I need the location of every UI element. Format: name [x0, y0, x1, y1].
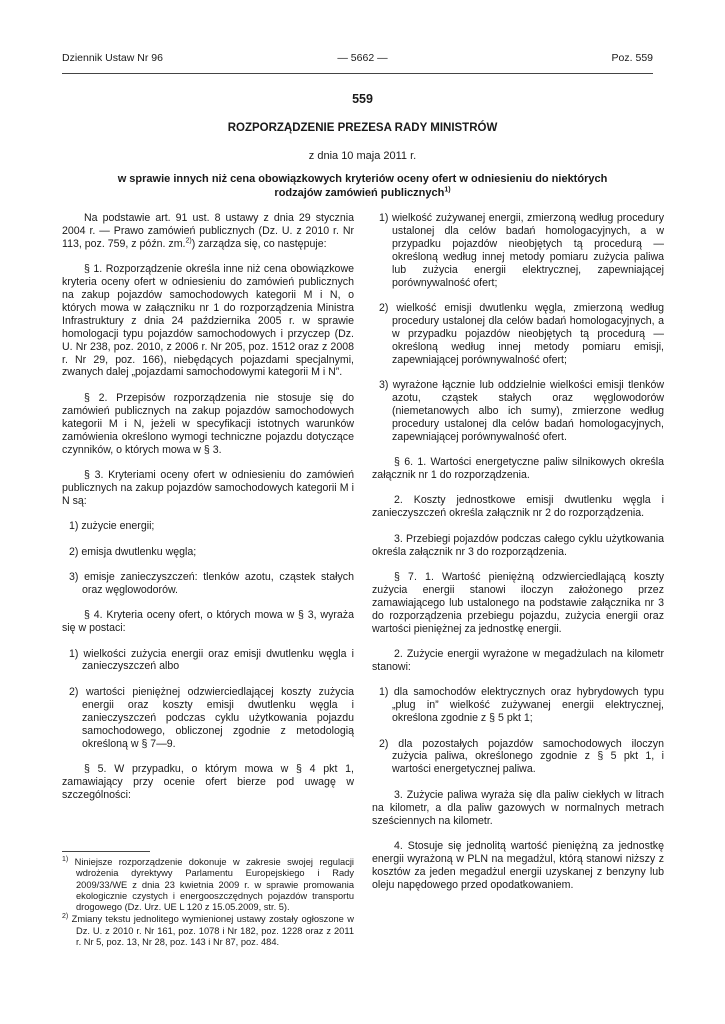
section-7-2-item-2: 2) dla pozostałych pojazdów samochodowych iloczyn zużycia paliwa, określonego zgodnie z § 5 pkt 1, i wartości energetycznej paliwa. [379, 737, 664, 776]
footnotes [62, 857, 354, 949]
document-number: 559 [352, 92, 373, 106]
section-6-2: 2. Koszty jednostkowe emisji dwutlenku węgla i zanieczyszczeń określa załącznik nr 2 do rozporządzenia. [372, 494, 664, 520]
footnote-1 [62, 857, 354, 913]
footnote-ref-1: 1) [444, 186, 451, 194]
document-title: ROZPORZĄDZENIE PREZESA RADY MINISTRÓW [227, 122, 498, 134]
header-page-number: — 5662 — [337, 52, 388, 64]
left-column [62, 212, 354, 814]
section-6-1: § 6. 1. Wartości energetyczne paliw silnikowych określa załącznik nr 1 do rozporządzenia. [372, 456, 664, 481]
document-subject [95, 172, 630, 200]
section-3: § 3. Kryteriami oceny ofert w odniesieniu do zamówień publicznych na zakup pojazdów samochodowych kategorii M i N są: [62, 468, 354, 507]
section-1: § 1. Rozporządzenie określa inne niż cena obowiązkowe kryteria oceny ofert w odniesieniu do zamówień publicznych na zakup pojazdów samochodowych kategorii M i N, o których mowa w załączniku nr 1 do rozporządzenia Ministra Infrastruktury z dnia 24 października 2005 r. w sprawie homologacji typu pojazdów samochodowych i przyczep (Dz. U. Nr 238, poz. 2010, z 2006 r. Nr 205, poz. 1512 oraz z 2008 r. Nr 29, poz. 166), niebędących pojazdami specjalnymi, zwanych dalej „pojazdami samochodowymi kategorii M i N”. [62, 263, 354, 379]
footnote-1-mark: 1) [62, 855, 69, 863]
footnote-2-text: Zmiany tekstu jednolitego wymienionej ustawy zostały ogłoszone w Dz. U. z 2010 r. Nr 161, poz. 1078 i Nr 182, poz. 1228 oraz z 2011 r. Nr 5, poz. 13, Nr 28, poz. 143 i Nr 87, poz. 484. [71, 914, 354, 948]
section-7-2: 2. Zużycie energii wyrażone w megadżulach na kilometr stanowi: [372, 647, 664, 673]
intro-text-a: Na podstawie art. 91 ust. 8 ustawy z dnia 29 stycznia 2004 r. — Prawo zamówień publicznych (Dz. U. z 2010 r. Nr 113, poz. 759, z późn. zm. [62, 212, 354, 250]
footnote-2-mark: 2) [62, 913, 69, 921]
footnote-rule [62, 851, 150, 852]
header-rule [62, 73, 653, 74]
header-position: Poz. 559 [611, 52, 653, 64]
section-6-3: 3. Przebiegi pojazdów podczas całego cyklu użytkowania określa załącznik nr 3 do rozporządzenia. [372, 532, 664, 558]
section-7-2-item-1: 1) dla samochodów elektrycznych oraz hybrydowych typu „plug in” wielkość zużywanej energii elektrycznej, określona zgodnie z § 5 pkt 1; [379, 686, 664, 725]
section-4-item-1: 1) wielkości zużycia energii oraz emisji dwutlenku węgla i zanieczyszczeń albo [69, 647, 354, 673]
footnote-2 [62, 914, 354, 948]
header-journal: Dziennik Ustaw Nr 96 [62, 52, 163, 64]
section-5-item-1: 1) wielkość zużywanej energii, zmierzoną według procedury ustalonej dla celów badań homologacyjnych, a w przypadku pojazdów nieobjętych tą procedurą — określoną według innej metody pomiaru zużycia paliwa lub zużycia energii elektrycznej, zapewniającej porównywalność ofert; [379, 212, 664, 289]
intro-text-b: ) zarządza się, co następuje: [191, 237, 327, 250]
section-5: § 5. W przypadku, o którym mowa w § 4 pkt 1, zamawiający przy ocenie ofert bierze pod uwagę w szczególności: [62, 762, 354, 801]
section-3-item-2: 2) emisja dwutlenku węgla; [69, 545, 197, 558]
section-7-3: 3. Zużycie paliwa wyraża się dla paliw ciekłych w litrach na kilometr, a dla paliw gazowych w normalnych metrach sześciennych na kilometr. [372, 788, 664, 827]
section-7-1: § 7. 1. Wartość pieniężną odzwierciedlającą koszty zużycia energii stanowi iloczyn założonego przez zamawiającego lub ustalonego na podstawie załącznika nr 3 do rozporządzenia przebiegu pojazdu, zużycia energii oraz wartości pieniężnej za jednostkę energii. [372, 570, 664, 635]
footnote-1-text: Niniejsze rozporządzenie dokonuje w zakresie swojej regulacji wdrożenia dyrektywy Parlamentu Europejskiego i Rady 2009/33/WE z dnia 23 kwietnia 2009 r. w sprawie promowania ekologicznie czystych i energooszczędnych pojazdów transportu drogowego (Dz. Urz. UE L 120 z 15.05.2009, str. 5). [74, 857, 354, 913]
subject-text: w sprawie innych niż cena obowiązkowych kryteriów oceny ofert w odniesieniu do niektórych rodzajów zamówień publicznych [117, 173, 608, 199]
section-4-item-2: 2) wartości pieniężnej odzwierciedlającej koszty zużycia energii oraz koszty emisji dwutlenku węgla i zanieczyszczeń podczas cyklu użytkowania pojazdu samochodowego, obliczonej zgodnie z metodologią określoną w § 7—9. [69, 685, 354, 750]
section-5-item-2: 2) wielkość emisji dwutlenku węgla, zmierzoną według procedury ustalonej dla celów badań homologacyjnych, a w przypadku pojazdów nieobjętych tą procedurą — określoną według innej metody pomiaru emisji, zapewniającej porównywalność ofert; [379, 301, 664, 366]
section-4: § 4. Kryteria oceny ofert, o których mowa w § 3, wyraża się w postaci: [62, 609, 354, 635]
section-3-item-1: 1) zużycie energii; [69, 520, 155, 533]
intro-paragraph [62, 212, 354, 251]
section-7-4: 4. Stosuje się jednolitą wartość pieniężną za jednostkę energii wyrażoną w PLN na megadżul, którą stanowi niższy z kosztów za jeden megadżul energii uzyskanej z benzyny lub oleju napędowego przed opodatkowaniem. [372, 839, 664, 891]
section-2: § 2. Przepisów rozporządzenia nie stosuje się do zamówień publicznych na zakup pojazdów samochodowych kategorii M i N, jeżeli w specyfikacji istotnych warunków zamówienia określono wymogi techniczne pojazdu dotyczące czynników, o których mowa w § 3. [62, 391, 354, 456]
right-column [372, 212, 664, 904]
footnote-ref-2: 2) [185, 237, 192, 245]
document-date: z dnia 10 maja 2011 r. [308, 150, 417, 162]
section-5-item-3: 3) wyrażone łącznie lub oddzielnie wielkości emisji tlenków azotu, cząstek stałych oraz węglowodorów (niemetanowych albo ich sumy), zmierzone według procedury ustalonej dla celów badań homologacyjnych, zapewniającej porównywalność ofert. [379, 378, 664, 443]
section-3-item-3: 3) emisje zanieczyszczeń: tlenków azotu, cząstek stałych oraz węglowodorów. [69, 570, 354, 596]
